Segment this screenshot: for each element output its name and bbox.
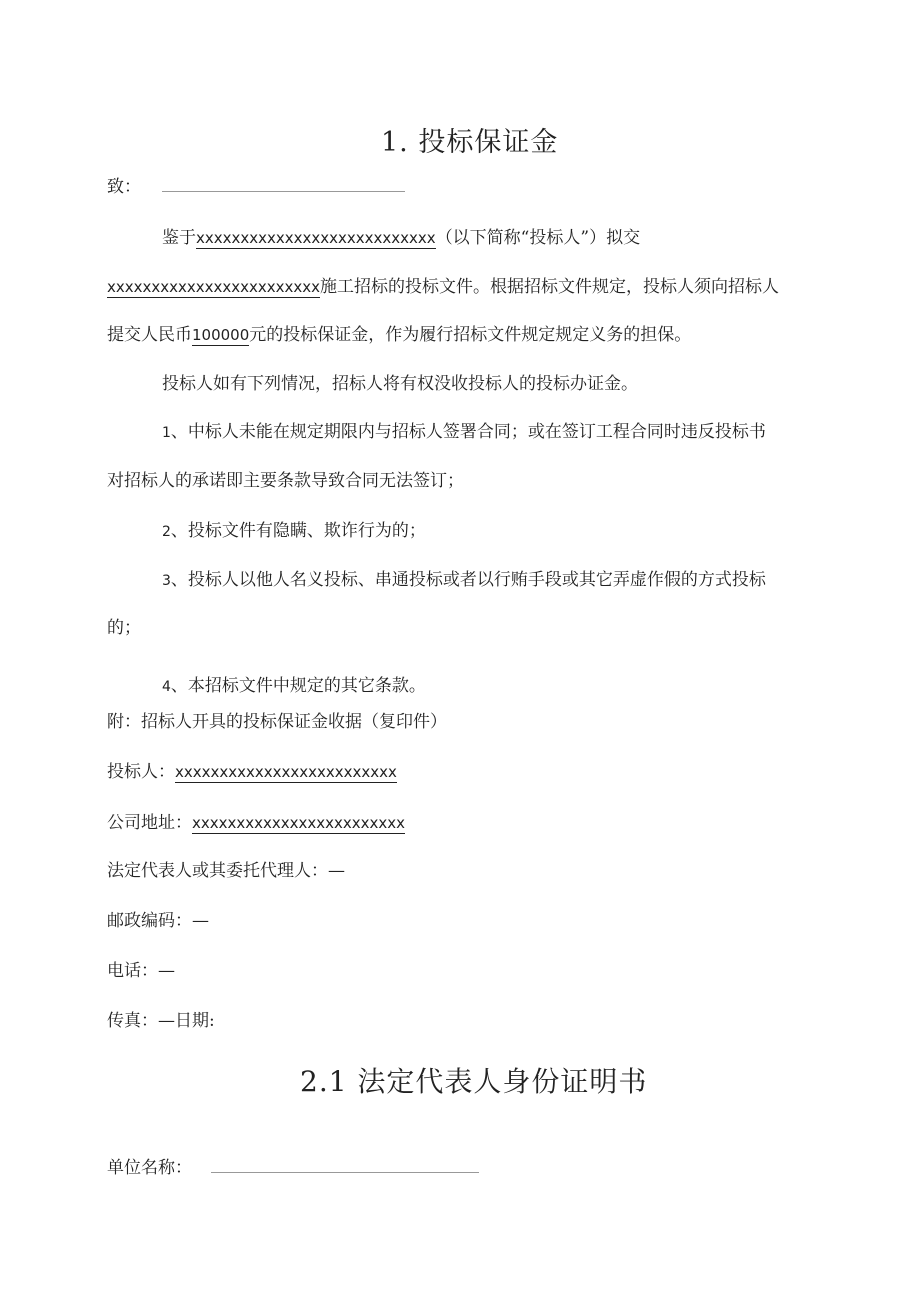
item-text: 、投标文件有隐瞒、欺诈行为的； — [170, 521, 426, 541]
p1-line3-post: 元的投标保证金，作为履行招标文件规定规定义务的担保。 — [249, 325, 692, 345]
fax-date-field: 传真：—日期: — [107, 1011, 215, 1031]
paragraph1-line3 — [107, 323, 691, 347]
p1-line3-pre: 提交人民币 — [107, 325, 192, 345]
item-number: 4 — [162, 679, 171, 695]
bidder-label: 投标人： — [107, 762, 175, 782]
bidder-value: xxxxxxxxxxxxxxxxxxxxxxxxx — [175, 763, 397, 781]
address-field — [107, 811, 405, 835]
p1-pre: 鉴于 — [162, 228, 196, 248]
item-4 — [162, 674, 426, 699]
amount-value: 100000 — [192, 326, 250, 344]
item-2 — [162, 519, 426, 544]
postal-field: 邮政编码：— — [107, 911, 209, 931]
item-text: 、中标人未能在规定期限内与招标人签署合同；或在签订工程合同时违反投标书 — [170, 422, 766, 442]
item-1-line2: 对招标人的承诺即主要条款导致合同无法签订； — [107, 471, 464, 491]
item-3-line2: 的； — [107, 618, 141, 638]
bidder-placeholder: xxxxxxxxxxxxxxxxxxxxxxxxxxx — [196, 229, 436, 247]
to-blank[interactable] — [162, 175, 405, 192]
p1-post: 施工招标的投标文件。根据招标文件规定，投标人须向招标人 — [320, 277, 780, 297]
paragraph1-line1 — [162, 226, 640, 250]
item-1-line1 — [162, 420, 766, 445]
item-number: 1 — [162, 425, 171, 441]
phone-field: 电话：— — [107, 961, 175, 981]
item-number: 2 — [162, 524, 171, 540]
item-text: 、本招标文件中规定的其它条款。 — [170, 676, 426, 696]
to-label: 致： — [107, 177, 141, 197]
item-text: 、投标人以他人名义投标、串通投标或者以行贿手段或其它弄虚作假的方式投标 — [170, 570, 766, 590]
p1-mid: （以下简称“投标人”）拟交 — [435, 228, 641, 248]
paragraph1-line2 — [107, 275, 779, 299]
item-number: 3 — [162, 573, 171, 589]
paragraph2: 投标人如有下列情况，招标人将有权没收投标人的投标办证金。 — [162, 374, 638, 394]
project-placeholder: xxxxxxxxxxxxxxxxxxxxxxxx — [107, 278, 321, 296]
bidder-field — [107, 760, 397, 784]
unit-name-line — [107, 1156, 479, 1180]
section1-title: 1. 投标保证金 — [381, 127, 559, 158]
rep-field: 法定代表人或其委托代理人：— — [107, 861, 345, 881]
unit-name-blank[interactable] — [211, 1156, 479, 1173]
item-3-line1 — [162, 568, 766, 593]
address-value: xxxxxxxxxxxxxxxxxxxxxxxx — [192, 814, 406, 832]
attachment-note: 附：招标人开具的投标保证金收据（复印件） — [107, 712, 447, 732]
to-line — [107, 175, 405, 199]
unit-name-label: 单位名称： — [107, 1158, 192, 1178]
address-label: 公司地址： — [107, 813, 192, 833]
section2-title: 2.1 法定代表人身份证明书 — [300, 1065, 648, 1098]
